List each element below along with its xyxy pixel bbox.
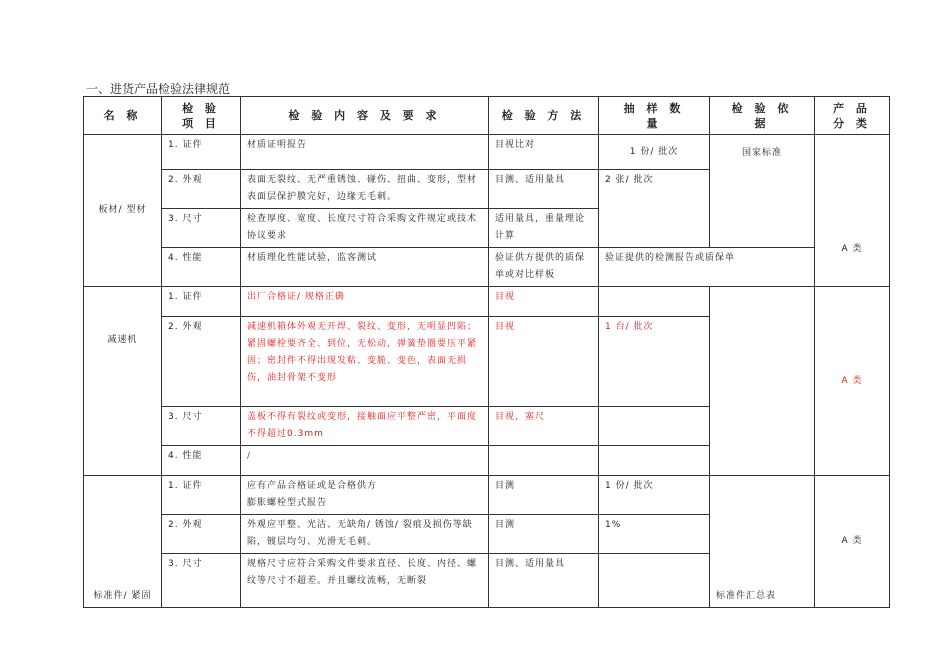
sample-cell bbox=[599, 554, 710, 608]
method-cell: 验证供方提供的质保单或对比样板 bbox=[489, 248, 599, 287]
sample-cell: 1 份/ 批次 bbox=[599, 135, 710, 170]
item-cell: 1. 证件 bbox=[162, 135, 241, 170]
table-row bbox=[84, 248, 890, 287]
content-cell: 表面无裂纹、无严重锈蚀、碰伤、扭曲、变形，型材表面层保护膜完好，边缘无毛刺。 bbox=[241, 170, 489, 209]
basis-cell bbox=[710, 287, 815, 476]
item-cell: 4. 性能 bbox=[162, 248, 241, 287]
header-sample: 抽 样 数 量 bbox=[599, 97, 710, 135]
content-cell: 材质证明报告 bbox=[241, 135, 489, 170]
header-row bbox=[84, 97, 890, 135]
sample-cell: 1% bbox=[599, 515, 710, 554]
header-name: 名 称 bbox=[84, 97, 162, 135]
sample-cell bbox=[599, 407, 710, 446]
sample-cell bbox=[599, 287, 710, 317]
item-cell: 3. 尺寸 bbox=[162, 554, 241, 608]
method-cell: 目测、适用量具 bbox=[489, 170, 599, 209]
group-name: 板材/ 型材 bbox=[84, 135, 162, 287]
method-cell: 适用量具，重量理论计算 bbox=[489, 209, 599, 248]
table-row bbox=[84, 287, 890, 317]
content-cell: 出厂合格证/ 规格正确 bbox=[241, 287, 489, 317]
group-name: 标准件/ 紧固 bbox=[84, 476, 162, 608]
method-cell: 目视 bbox=[489, 317, 599, 407]
content-cell: / bbox=[241, 446, 489, 476]
item-cell: 1. 证件 bbox=[162, 476, 241, 515]
category-cell: A 类 bbox=[815, 135, 890, 287]
inspection-table bbox=[83, 96, 890, 608]
content-cell: 规格尺寸应符合采购文件要求直径、长度、内径、螺纹等尺寸不超差。并且螺纹流畅，无断裂 bbox=[241, 554, 489, 608]
method-cell: 目测 bbox=[489, 515, 599, 554]
header-content: 检 验 内 容 及 要 求 bbox=[241, 97, 489, 135]
header-basis: 检 验 依 据 bbox=[710, 97, 815, 135]
method-cell bbox=[489, 446, 599, 476]
sample-cell bbox=[599, 446, 710, 476]
header-method: 检 验 方 法 bbox=[489, 97, 599, 135]
sample-cell: 1 份/ 批次 bbox=[599, 476, 710, 515]
page-title: 一、进货产品检验法律规范 bbox=[86, 82, 231, 96]
item-cell: 4. 性能 bbox=[162, 446, 241, 476]
group-name: 减速机 bbox=[84, 287, 162, 476]
content-cell: 外观应平整、光洁、无缺角/ 锈蚀/ 裂痕及损伤等缺陷，镀层均匀、光滑无毛刺。 bbox=[241, 515, 489, 554]
item-cell: 3. 尺寸 bbox=[162, 209, 241, 248]
category-cell: A 类 bbox=[815, 287, 890, 476]
table-row bbox=[84, 135, 890, 170]
method-cell: 目视比对 bbox=[489, 135, 599, 170]
basis-cell: 国家标准 bbox=[710, 135, 815, 248]
content-cell: 检查厚度、宽度、长度尺寸符合采购文件规定或技术协议要求 bbox=[241, 209, 489, 248]
method-cell: 目视 bbox=[489, 287, 599, 317]
basis-cell: 验证提供的检测报告或质保单 bbox=[599, 248, 815, 287]
item-cell: 3. 尺寸 bbox=[162, 407, 241, 446]
item-cell: 2. 外观 bbox=[162, 317, 241, 407]
content-cell: 材质理化性能试验，监客测试 bbox=[241, 248, 489, 287]
category-cell: A 类 bbox=[815, 476, 890, 608]
method-cell: 目测、适用量具 bbox=[489, 554, 599, 608]
header-item: 检 验 项 目 bbox=[162, 97, 241, 135]
method-cell: 目视，塞尺 bbox=[489, 407, 599, 446]
content-cell: 盖板不得有裂纹或变形，接触面应平整严密，平面度不得超过0.3mm bbox=[241, 407, 489, 446]
item-cell: 1. 证件 bbox=[162, 287, 241, 317]
item-cell: 2. 外观 bbox=[162, 515, 241, 554]
header-category: 产 品 分 类 bbox=[815, 97, 890, 135]
basis-cell: 标准件汇总表 bbox=[710, 476, 815, 608]
content-cell: 应有产品合格证或是合格供方 膨胀螺栓型式报告 bbox=[241, 476, 489, 515]
content-cell: 减速机箱体外观无开焊、裂纹、变形，无明显凹陷；紧固螺栓要齐全、到位，无松动，弹簧垫圈要压平紧固；密封件不得出现发粘、变脆、变色，表面无损伤，油封骨架不变形 bbox=[241, 317, 489, 407]
item-cell: 2. 外观 bbox=[162, 170, 241, 209]
sample-cell: 1 台/ 批次 bbox=[599, 317, 710, 407]
sample-cell: 2 张/ 批次 bbox=[599, 170, 710, 248]
method-cell: 目测 bbox=[489, 476, 599, 515]
table-row bbox=[84, 476, 890, 515]
